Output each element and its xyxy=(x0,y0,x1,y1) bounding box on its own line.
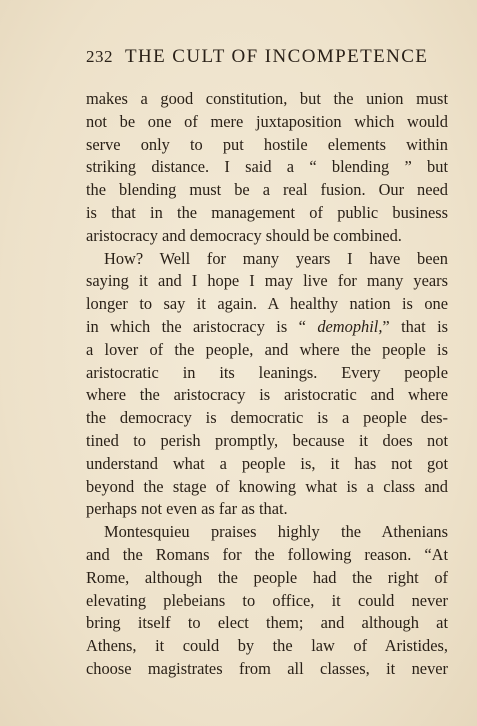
text-line-5: the blending must be a real fusion. Our need xyxy=(86,180,448,200)
text-line-26: choose magistrates from all classes, it never xyxy=(86,658,448,678)
text-line-21: and the Romans for the following reason. “At xyxy=(86,544,448,564)
running-title: THE CULT OF INCOMPETENCE xyxy=(125,46,429,67)
text-line-16: tined to perish promptly, because it does not xyxy=(86,430,448,450)
text-line-15: the democracy is democratic is a people des- xyxy=(86,408,448,428)
text-line-11-before: in which the aristocracy is “ xyxy=(86,316,318,336)
body-text xyxy=(86,88,448,681)
text-line-11 xyxy=(86,316,448,339)
emphasis-demophil: demophil, xyxy=(317,316,383,336)
text-line-22: Rome, although the people had the right of xyxy=(86,567,448,587)
text-line-6: is that in the management of public business xyxy=(86,202,448,222)
text-line-10: longer to say it again. A healthy nation is one xyxy=(86,294,448,314)
text-line-2: not be one of mere juxtaposition which would xyxy=(86,111,448,131)
text-line-18: beyond the stage of knowing what is a class and xyxy=(86,476,448,496)
text-line-19: perhaps not even as far as that. xyxy=(86,499,288,519)
text-line-13: aristocratic in its leanings. Every people xyxy=(86,362,448,382)
text-line-4: striking distance. I said a “ blending ” but xyxy=(86,157,448,177)
page-number: 232 xyxy=(86,47,113,66)
text-line-25: Athens, it could by the law of Aristides, xyxy=(86,636,448,656)
text-line-8: How? Well for many years I have been xyxy=(104,248,448,268)
text-line-11-after: ” that is xyxy=(382,316,448,336)
text-line-9: saying it and I hope I may live for many years xyxy=(86,271,448,291)
text-line-14: where the aristocracy is aristocratic and where xyxy=(86,385,448,405)
text-line-20: Montesquieu praises highly the Athenians xyxy=(104,522,448,542)
text-line-17: understand what a people is, it has not got xyxy=(86,453,448,473)
running-head xyxy=(86,46,448,72)
text-line-3: serve only to put hostile elements within xyxy=(86,134,448,154)
text-line-23: elevating plebeians to office, it could never xyxy=(86,590,448,610)
text-line-12: a lover of the people, and where the people is xyxy=(86,339,448,359)
text-line-7: aristocracy and democracy should be combined. xyxy=(86,225,402,245)
text-line-1: makes a good constitution, but the union must xyxy=(86,89,448,108)
text-line-24: bring itself to elect them; and although at xyxy=(86,613,448,633)
